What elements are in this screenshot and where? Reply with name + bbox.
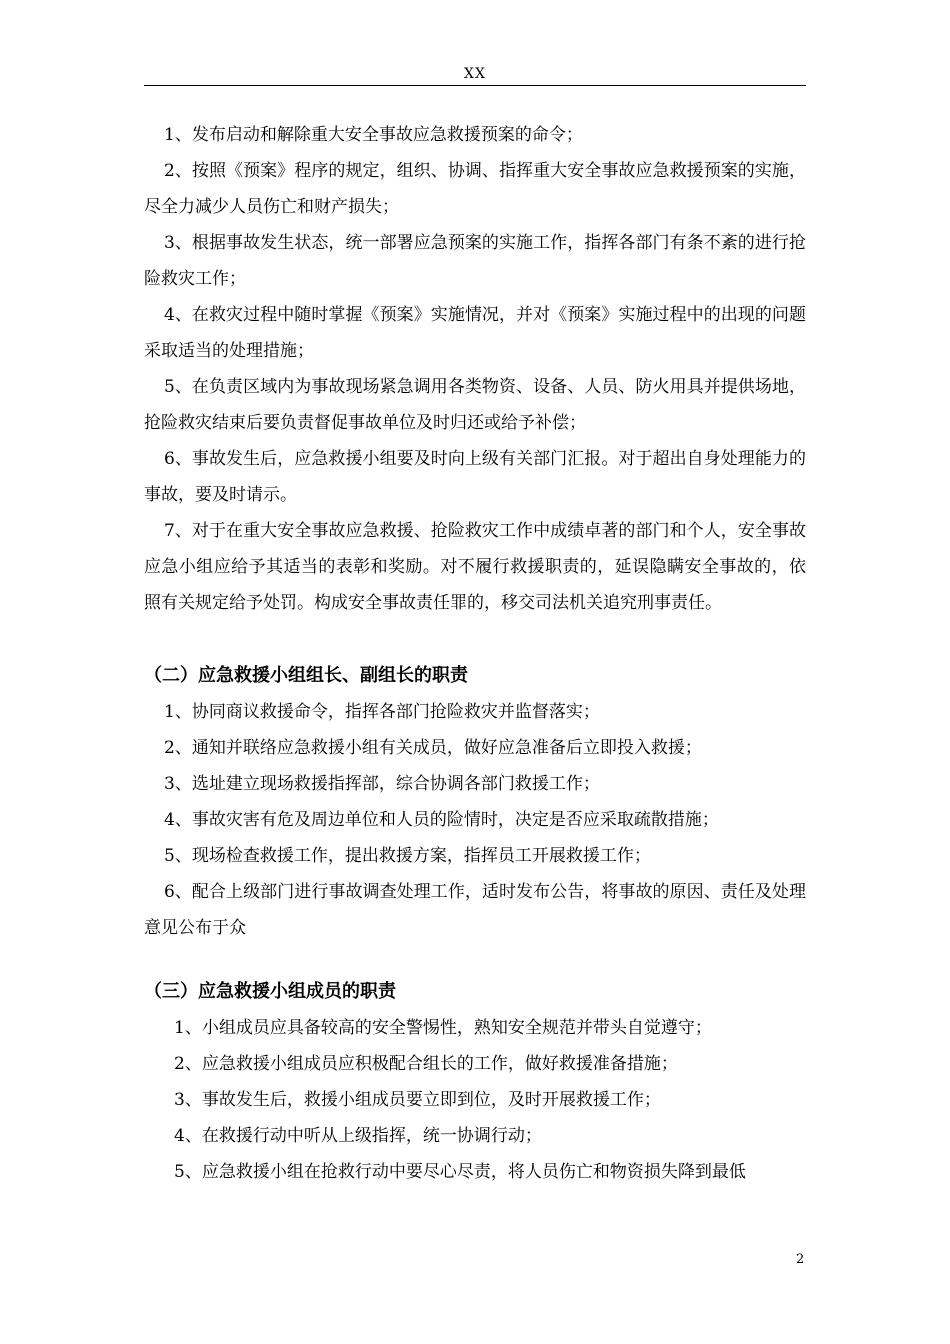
section-3-heading: （三）应急救援小组成员的职责 bbox=[144, 981, 396, 1002]
list-item: 2、应急救援小组成员应积极配合组长的工作，做好救援准备措施； bbox=[174, 1054, 678, 1074]
section-1-list bbox=[144, 117, 806, 621]
list-item: 6、配合上级部门进行事故调查处理工作，适时发布公告，将事故的原因、责任及处理意见公布于众 bbox=[144, 882, 806, 938]
list-item: 5、现场检查救援工作，提出救援方案，指挥员工开展救援工作； bbox=[164, 846, 651, 866]
list-item: 4、在救援行动中听从上级指挥，统一协调行动； bbox=[174, 1126, 542, 1146]
list-item: 3、事故发生后，救援小组成员要立即到位，及时开展救援工作； bbox=[174, 1090, 661, 1110]
list-item: 1、协同商议救援命令，指挥各部门抢险救灾并监督落实； bbox=[164, 702, 600, 722]
list-item: 5、在负责区域内为事故现场紧急调用各类物资、设备、人员、防火用具并提供场地，抢险救灾结束后要负责督促事故单位及时归还或给予补偿； bbox=[144, 377, 806, 433]
list-item: 1、发布启动和解除重大安全事故应急救援预案的命令； bbox=[164, 125, 583, 145]
page-header-title: XX bbox=[464, 66, 486, 82]
list-item: 3、选址建立现场救援指挥部，综合协调各部门救援工作； bbox=[164, 774, 600, 794]
section-2-heading: （二）应急救援小组组长、副组长的职责 bbox=[144, 665, 468, 686]
list-item: 3、根据事故发生状态，统一部署应急预案的实施工作，指挥各部门有条不紊的进行抢险救灾工作； bbox=[144, 233, 806, 289]
list-item: 2、通知并联络应急救援小组有关成员，做好应急准备后立即投入救援； bbox=[164, 738, 702, 758]
list-item: 6、事故发生后，应急救援小组要及时向上级有关部门汇报。对于超出自身处理能力的事故，要及时请示。 bbox=[144, 449, 806, 505]
page-number: 2 bbox=[796, 1252, 805, 1267]
header-divider bbox=[144, 85, 806, 86]
list-item: 4、在救灾过程中随时掌握《预案》实施情况，并对《预案》实施过程中的出现的问题采取适当的处理措施； bbox=[144, 305, 806, 361]
list-item: 2、按照《预案》程序的规定，组织、协调、指挥重大安全事故应急救援预案的实施，尽全力减少人员伤亡和财产损失； bbox=[144, 161, 806, 217]
list-item: 5、应急救援小组在抢救行动中要尽心尽责，将人员伤亡和物资损失降到最低 bbox=[174, 1162, 746, 1182]
section-3 bbox=[144, 974, 806, 1190]
section-2 bbox=[144, 658, 806, 946]
list-item: 1、小组成员应具备较高的安全警惕性，熟知安全规范并带头自觉遵守； bbox=[174, 1018, 712, 1038]
list-item: 4、事故灾害有危及周边单位和人员的险情时，决定是否应采取疏散措施； bbox=[164, 810, 719, 830]
list-item: 7、对于在重大安全事故应急救援、抢险救灾工作中成绩卓著的部门和个人，安全事故应急小组应给予其适当的表彰和奖励。对不履行救援职责的，延误隐瞒安全事故的，依照有关规定给予处罚。构成安全事故责任罪的，移交司法机关追究刑事责任。 bbox=[144, 521, 806, 613]
